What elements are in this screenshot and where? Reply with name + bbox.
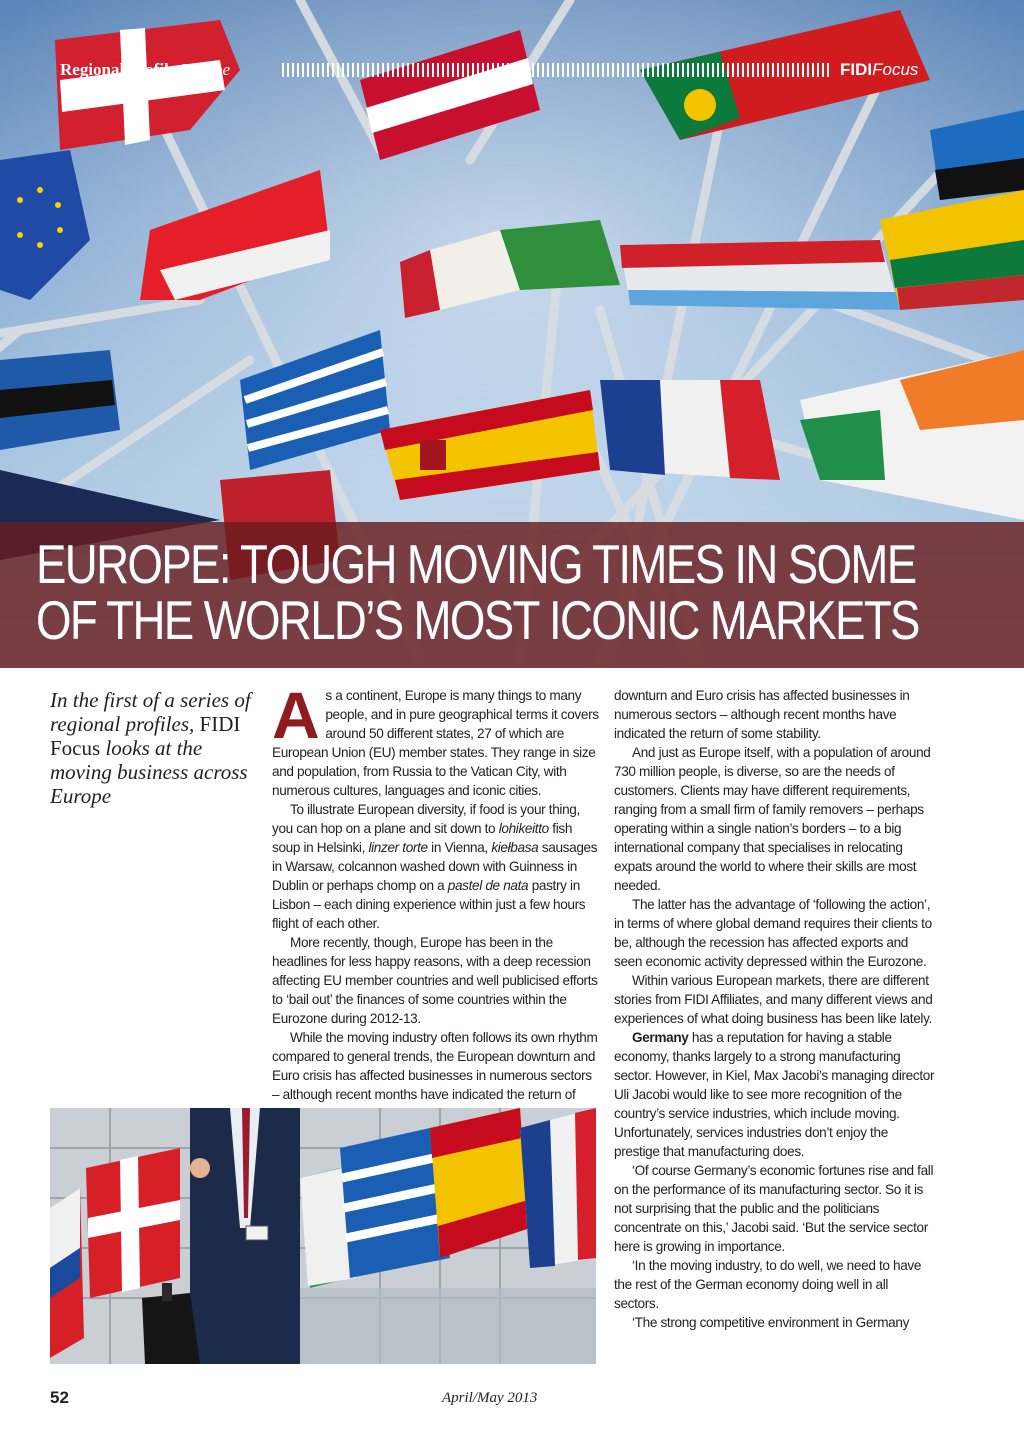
tick-rule <box>282 63 830 77</box>
issue-date: April/May 2013 <box>442 1390 538 1406</box>
body-paragraph: The latter has the advantage of ‘following the action’, in terms of where global demand requires their clients to be, although the recession has affected exports and seen economic activity depressed within the Eurozone. <box>614 897 932 969</box>
body-paragraph: To illustrate European diversity, if food is your thing, you can hop on a plane and sit down to lohikeitto fish soup in Helsinki, linzer torte in Vienna, kiełbasa sausages in Warsaw, colcannon washed down with Guinness in Dublin or perhaps chomp on a pastel de nata pastry in Lisbon – each dining experience within just a few hours flight of each other. <box>272 802 598 931</box>
magazine-name: FIDIFocus <box>840 60 919 79</box>
country-name: Germany <box>632 1030 689 1045</box>
article-headline: EUROPE: TOUGH MOVING TIMES IN SOME OF THE WORLD’S MOST ICONIC MARKETS <box>36 533 919 651</box>
businessman-flags-illustration <box>50 1108 596 1364</box>
body-paragraph-continued: downturn and Euro crisis has affected businesses in numerous sectors – although recent months have indicated the return of some stability. <box>614 688 910 741</box>
body-column-2 <box>614 686 936 1332</box>
hero-photo-flags <box>0 0 1024 668</box>
body-paragraph: ‘Of course Germany’s economic fortunes rise and fall on the performance of its manufacturing sector. So it is not surprising that the public and the politicians concentrate on this,’ Jacobi said. ‘But the service sector here is growing in importance. <box>614 1163 934 1254</box>
body-paragraph: As a continent, Europe is many things to many people, and in pure geographical terms it covers around 50 different states, 27 of which are European Union (EU) member states. They range in size and population, from Russia to the Vatican City, with numerous cultures, languages and iconic cities. <box>272 678 599 798</box>
body-column-1 <box>272 678 602 1102</box>
body-paragraph: ‘In the moving industry, to do well, we need to have the rest of the German economy doing well in all sectors. <box>614 1258 922 1311</box>
drop-cap: A <box>272 678 320 752</box>
photo-businessman-flags <box>50 1108 596 1364</box>
body-paragraph: More recently, though, Europe has been in the headlines for less happy reasons, with a deep recession affecting EU member countries and well publicised efforts to ‘bail out’ the finances of some countries within the Eurozone during 2012-13. <box>272 935 598 1026</box>
running-head <box>0 60 1024 84</box>
body-paragraph: Germany has a reputation for having a stable economy, thanks largely to a strong manufacturing sector. However, in Kiel, Max Jacobi’s managing director Uli Jacobi would like to see more recognition of the country’s service industries, which include moving. Unfortunately, services industries don’t enjoy the prestige that manufacturing does. <box>614 1030 935 1159</box>
page-number: 52 <box>50 1388 69 1407</box>
body-paragraph: ‘The strong competitive environment in Germany <box>632 1315 910 1330</box>
body-paragraph: While the moving industry often follows its own rhythm compared to general trends, the European downturn and Euro crisis has affected businesses in numerous sectors – although recent months have indicated the return of <box>272 1030 598 1102</box>
body-paragraph: And just as Europe itself, with a population of around 730 million people, is diverse, so are the needs of customers. Clients may have different requirements, ranging from a small firm of family removers – perhaps operating within a single nation’s borders – to a big international company that specialises in relocating expats around the world to where their skills are most needed. <box>614 745 931 893</box>
standfirst: In the first of a series of regional profiles, FIDI Focus looks at the moving business across Europe <box>50 688 251 808</box>
body-paragraph: Within various European markets, there are different stories from FIDI Affiliates, and many different views and experiences of what doing business has been like lately. <box>614 973 933 1026</box>
section-label: Regional profile Europe <box>60 60 230 79</box>
